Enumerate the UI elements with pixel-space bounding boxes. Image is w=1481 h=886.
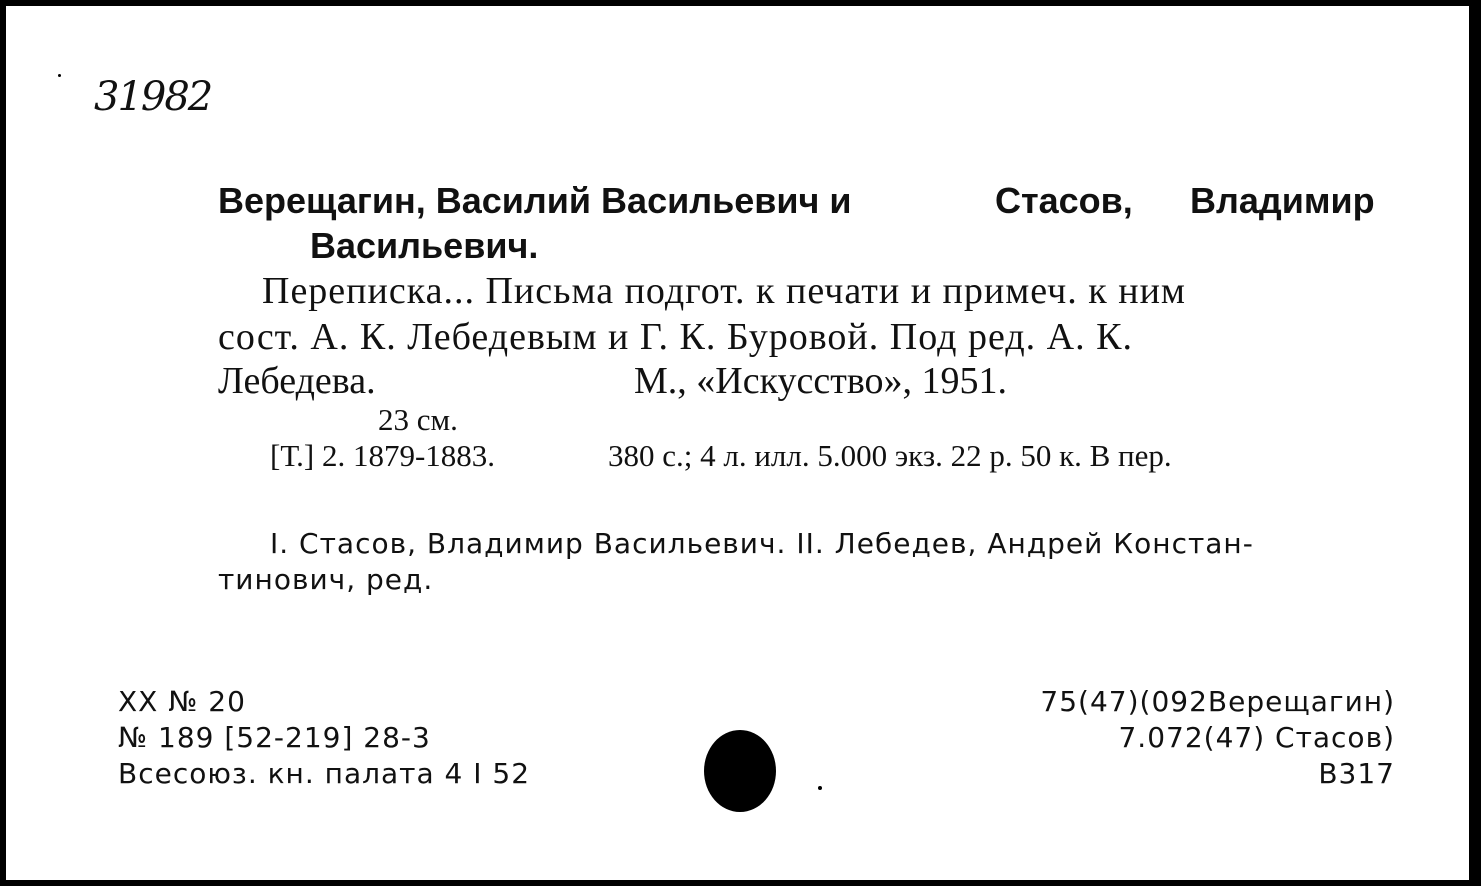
- handwritten-number: 31982: [94, 74, 212, 120]
- footer-left-line-3: Всесоюз. кн. палата 4 I 52: [118, 757, 531, 790]
- card-frame-bottom: [0, 880, 1481, 886]
- footer-right-line-3: В317: [1318, 757, 1395, 790]
- author-line-1-mid: Стасов,: [995, 180, 1133, 221]
- notes-line-1: I. Стасов, Владимир Васильевич. II. Лебедев, Андрей Констан-: [270, 527, 1254, 560]
- author-line-1-left: Верещагин, Василий Васильевич и: [218, 180, 852, 221]
- author-line-1-right: Владимир: [1190, 180, 1375, 221]
- title-line-2: сост. А. К. Лебедевым и Г. К. Буровой. Под ред. А. К.: [218, 316, 1133, 358]
- speck: [818, 786, 822, 790]
- card-frame-right: [1469, 0, 1481, 886]
- footer-left-line-1: XX № 20: [118, 685, 246, 718]
- title-line-3-left: Лебедева.: [218, 360, 376, 402]
- title-line-1: Переписка... Письма подгот. к печати и примеч. к ним: [262, 270, 1186, 312]
- size-line: 23 см.: [378, 402, 458, 437]
- author-line-2: Васильевич.: [310, 225, 539, 266]
- speck: [58, 74, 61, 77]
- footer-right-line-2: 7.072(47) Стасов): [1118, 721, 1395, 754]
- notes-line-2: тинович, ред.: [218, 563, 434, 596]
- volume-line-right: 380 с.; 4 л. илл. 5.000 экз. 22 р. 50 к. В пер.: [608, 438, 1172, 473]
- punch-hole: [704, 730, 776, 812]
- footer-left-line-2: № 189 [52-219] 28-3: [118, 721, 431, 754]
- card-frame-top: [0, 0, 1481, 6]
- volume-line-left: [Т.] 2. 1879-1883.: [270, 438, 496, 473]
- title-line-3-right: М., «Искусство», 1951.: [634, 360, 1008, 402]
- footer-right-line-1: 75(47)(092Верещагин): [1040, 685, 1395, 718]
- card-frame-left: [0, 0, 6, 886]
